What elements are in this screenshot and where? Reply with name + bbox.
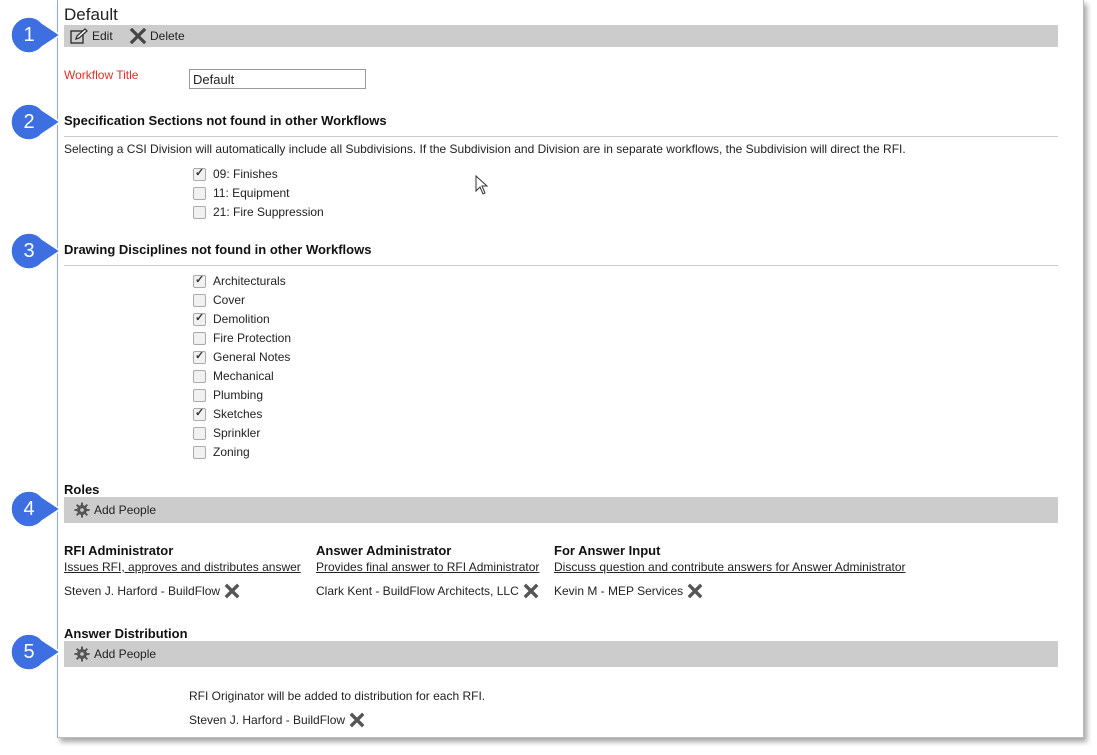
discipline-label: Sprinkler	[213, 426, 261, 440]
delete-label: Delete	[150, 29, 185, 43]
role-rfi-administrator	[64, 543, 301, 599]
roles-heading: Roles	[64, 482, 100, 497]
page-title: Default	[64, 5, 118, 24]
spec-sections-note: Selecting a CSI Division will automatically include all Subdivisions. If the Subdivision and Division are in separate workflows, the Subdivision will direct the RFI.	[64, 142, 906, 156]
checkbox-checked[interactable]	[193, 275, 206, 288]
discipline-label: Mechanical	[213, 369, 274, 383]
role-title: RFI Administrator	[64, 543, 174, 558]
gear-icon	[74, 502, 90, 518]
discipline-checkbox-cover[interactable]	[193, 293, 245, 307]
discipline-checkbox-fire-protection[interactable]	[193, 331, 291, 345]
delete-button[interactable]	[130, 28, 185, 44]
remove-icon[interactable]	[349, 712, 365, 728]
checkbox-unchecked[interactable]	[193, 446, 206, 459]
distribution-note: RFI Originator will be added to distribution for each RFI.	[189, 689, 486, 703]
disciplines-heading: Drawing Disciplines not found in other Workflows	[64, 242, 372, 257]
checkbox-unchecked[interactable]	[193, 294, 206, 307]
callout-number: 5	[23, 641, 35, 663]
checkbox-checked[interactable]	[193, 313, 206, 326]
delete-icon	[130, 28, 146, 44]
checkbox-unchecked[interactable]	[193, 370, 206, 383]
divider	[64, 265, 1058, 266]
discipline-label: Zoning	[213, 445, 250, 459]
person-name: Steven J. Harford - BuildFlow	[64, 584, 221, 598]
spec-label: 09: Finishes	[213, 167, 278, 181]
callout-2	[11, 104, 55, 140]
mouse-cursor-icon	[475, 175, 489, 195]
gear-icon	[74, 646, 90, 662]
callout-number: 1	[23, 24, 35, 46]
person-name: Steven J. Harford - BuildFlow	[189, 713, 346, 727]
workflow-panel	[57, 0, 1084, 738]
person-name: Clark Kent - BuildFlow Architects, LLC	[316, 584, 519, 598]
divider	[64, 136, 1058, 137]
spec-label: 11: Equipment	[213, 186, 290, 200]
discipline-label: Architecturals	[213, 274, 286, 288]
callout-number: 3	[23, 240, 35, 262]
spec-checkbox-21[interactable]	[193, 205, 324, 219]
discipline-checkbox-architecturals[interactable]	[193, 274, 286, 288]
checkbox-unchecked[interactable]	[193, 389, 206, 402]
role-title: For Answer Input	[554, 543, 661, 558]
discipline-checkbox-sketches[interactable]	[193, 407, 262, 421]
role-description: Issues RFI, approves and distributes answer	[64, 560, 301, 574]
remove-icon[interactable]	[687, 583, 703, 599]
role-for-answer-input	[554, 543, 906, 599]
roles-add-people-button[interactable]	[74, 502, 156, 518]
discipline-checkbox-mechanical[interactable]	[193, 369, 274, 383]
person-name: Kevin M - MEP Services	[554, 584, 684, 598]
callout-3	[11, 233, 55, 269]
role-person	[64, 583, 301, 599]
edit-icon	[70, 28, 88, 44]
workflow-title-label: Workflow Title	[64, 68, 139, 82]
role-description: Discuss question and contribute answers for Answer Administrator	[554, 560, 906, 574]
toolbar	[64, 25, 1058, 47]
callout-5	[11, 634, 55, 670]
distribution-toolbar	[64, 641, 1058, 667]
discipline-checkbox-zoning[interactable]	[193, 445, 250, 459]
discipline-checkbox-general-notes[interactable]	[193, 350, 290, 364]
discipline-label: Cover	[213, 293, 246, 307]
discipline-checkbox-sprinkler[interactable]	[193, 426, 260, 440]
edit-label: Edit	[92, 29, 113, 43]
distribution-add-people-button[interactable]	[74, 646, 156, 662]
callout-number: 2	[23, 111, 35, 133]
remove-icon[interactable]	[224, 583, 240, 599]
checkbox-unchecked[interactable]	[193, 332, 206, 345]
spec-checkbox-11[interactable]	[193, 186, 290, 200]
discipline-label: General Notes	[213, 350, 291, 364]
checkbox-checked[interactable]	[193, 408, 206, 421]
distribution-person	[189, 712, 365, 728]
workflow-title-input[interactable]	[189, 69, 366, 89]
add-people-label: Add People	[94, 647, 157, 661]
role-title: Answer Administrator	[316, 543, 452, 558]
checkbox-unchecked[interactable]	[193, 187, 206, 200]
role-answer-administrator	[316, 543, 539, 599]
spec-label: 21: Fire Suppression	[213, 205, 324, 219]
spec-checkbox-09[interactable]	[193, 167, 278, 181]
discipline-label: Fire Protection	[213, 331, 292, 345]
checkbox-checked[interactable]	[193, 168, 206, 181]
checkbox-checked[interactable]	[193, 351, 206, 364]
role-person	[554, 583, 906, 599]
roles-toolbar	[64, 497, 1058, 523]
checkbox-unchecked[interactable]	[193, 427, 206, 440]
callout-number: 4	[23, 498, 35, 520]
discipline-checkbox-plumbing[interactable]	[193, 388, 263, 402]
callout-4	[11, 491, 55, 527]
discipline-label: Plumbing	[213, 388, 264, 402]
spec-sections-heading: Specification Sections not found in other Workflows	[64, 113, 387, 128]
discipline-label: Demolition	[213, 312, 270, 326]
role-person	[316, 583, 539, 599]
checkbox-unchecked[interactable]	[193, 206, 206, 219]
discipline-label: Sketches	[213, 407, 263, 421]
role-description: Provides final answer to RFI Administrator	[316, 560, 540, 574]
edit-button[interactable]	[70, 28, 113, 44]
discipline-checkbox-demolition[interactable]	[193, 312, 270, 326]
callout-1	[11, 17, 55, 53]
distribution-heading: Answer Distribution	[64, 626, 188, 641]
add-people-label: Add People	[94, 503, 157, 517]
remove-icon[interactable]	[523, 583, 539, 599]
